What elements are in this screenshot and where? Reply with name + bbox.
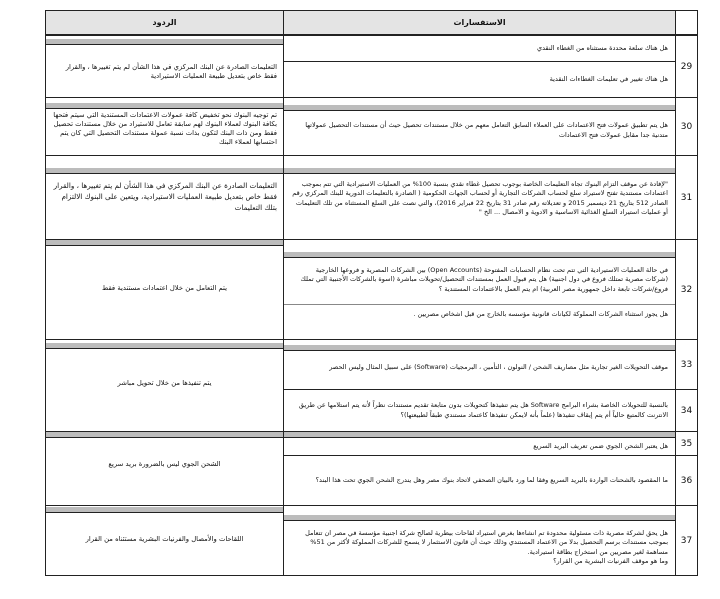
row-number: 35 — [676, 432, 698, 456]
question-cell — [284, 156, 676, 240]
table-row — [46, 506, 698, 576]
question-text: في حالة العمليات الاستيرادية التي تتم تحت نظام الحسابات المفتوحة (Open Accounts) بين الشركات المصرية و فروعها الخارجية (شركات مصرية تمتلك فروع في دول اجنبية) هل يتم قبول العمل بمستندات التحصيل/تحويلات مباشرة (اسوة بالشركات الأجنبية التي تملك فروع/شركات تابعة داخل جمهورية مصر العربية) ام يتم العمل بالاعتمادات المستندية ؟ — [300, 266, 668, 293]
answer-cell — [46, 36, 284, 98]
answer-text: اللقاحات والأمصال والفرنيات البشرية مستثناه من القرار — [85, 535, 244, 543]
row-number: 29 — [676, 36, 698, 98]
row-number: 37 — [676, 506, 698, 576]
question-cell — [284, 506, 676, 576]
question-text: "لإفادة عن موقف التزام البنوك تجاه التعليمات الخاصة بوجوب تحصيل غطاء نقدي بنسبة 100% من العمليات الاستيرادية التي تتم بموجب اعتمادات مستندية تفتح لاستيراد سلع لحساب الشركات التجارية أو لحساب الجهات الحكومية ( الصادرة بالتعليمات الدورية للبنك المركزي رقم الصادر 512 بتاريخ 21 ديسمبر 2015 و تعديلاته رقم صادر 31 بتاريخ 22 فبراير 2016)، والتي نصت على السلع المستثناه من تلك التعليمات أو عمليات استيراد السلع الغذائية الاساسية و الادوية و الامصال ... الخ " — [292, 180, 668, 216]
question-text: هل يتم تطبيق عمولات فتح الاعتمادات على العملاء السابق التعامل معهم من خلال مستندات تحصيل حيث أن مستندات التحصيل عمولاتها متدنية جدا مقابل عمولات فتح الاعتمادات — [305, 121, 668, 139]
answer-text: التعليمات الصادرة عن البنك المركزي في هذا الشأن لم يتم تغييرها ، والقرار فقط خاص بتعديل طبيعة العمليات الاستيرادية، ويتعين على البنوك الالتزام بتلك التعليمات — [53, 181, 277, 212]
question-text: وما هو موقف الفرنيات البشرية من القرار؟ — [553, 556, 668, 565]
number-column-header — [676, 11, 698, 35]
question-cell — [284, 340, 676, 390]
table-header-row — [46, 11, 698, 35]
answer-cell — [46, 340, 284, 432]
answers-column-header: الردود — [46, 11, 284, 35]
table-row — [46, 156, 698, 240]
question-text: هل يحق لشركة مصرية ذات مسئولية محدودة تم انشاءها بغرض استيراد لقاحات بيطرية لصالح شركة اجنبية مؤسسة في مصر ان تتعامل بموجب مستندات برسم التحصيل بدلا من الاعتماد المستندي وذلك حيث أن قانون الاستثمار لا يسمح للشركات المملوكة لأكثر من 51% مساهمة لغير مصريين من استخراج بطاقة استيرادية. — [305, 529, 668, 556]
question-text: بالنسبة للتحويلات الخاصة بشراء البرامج Software هل يتم تنفيذها كتحويلات بدون متابعة تقديم مستندات نظراً لأنه يتم استلامها عن طريق الانترنت كالمتبع حالياً أم يتم إيقاف تنفيذها (علماً بأنه لايمكن تنفيذها كاعتماد مستندي طبقاً لطبيعتها)؟ — [298, 401, 668, 419]
question-text: ما المقصود بالشحنات الواردة بالبريد السريع وفقا لما ورد بالبيان الصحفي لاتحاد بنوك مصر وهل يندرج الشحن الجوي تحت هذا البند؟ — [315, 475, 668, 484]
answer-text: الشحن الجوي ليس بالضرورة بريد سريع — [108, 460, 221, 468]
table-row — [46, 432, 698, 456]
question-cell — [284, 62, 676, 98]
inquiries-table — [45, 10, 698, 576]
question-text: هل يجوز استثناء الشركات المملوكة لكيانات قانونية مؤسسه بالخارج من قبل اشخاص مصريين . — [284, 304, 675, 319]
question-text: هل هناك سلعة محددة مستثناه من الغطاء النقدي — [537, 43, 668, 52]
question-text: هل هناك تغيير في تعليمات الغطاءات النقدية — [549, 74, 668, 83]
row-number: 34 — [676, 390, 698, 432]
answer-cell — [46, 432, 284, 506]
questions-column-header: الاستفسارات — [284, 11, 676, 35]
answer-text: يتم تنفيذها من خلال تحويل مباشر — [117, 379, 212, 387]
row-number: 36 — [676, 456, 698, 506]
answer-cell — [46, 156, 284, 240]
row-number: 30 — [676, 98, 698, 156]
question-cell — [284, 98, 676, 156]
question-cell — [284, 240, 676, 340]
inquiries-table-sheet — [45, 10, 697, 576]
answer-text: تم توجيه البنوك نحو تخفيض كافة عمولات الاعتمادات المستندية التي سيتم فتحها بكافة البنوك لعملاء البنوك لهم سابقة تعامل للاستيراد من خلال مستندات تحصيل فقط ومن ذات البنك لتكون بذات نسبة عمولة مستندات التحصيل التي كان يتم احتسابها لعملاء البنك — [53, 111, 277, 146]
table-row — [46, 340, 698, 390]
table-row — [46, 98, 698, 156]
row-number: 32 — [676, 240, 698, 340]
question-cell — [284, 456, 676, 506]
question-cell — [284, 390, 676, 432]
table-row — [46, 36, 698, 62]
question-cell — [284, 36, 676, 62]
answer-text: يتم التعامل من خلال اعتمادات مستندية فقط — [102, 284, 227, 292]
table-row — [46, 240, 698, 340]
answer-cell — [46, 98, 284, 156]
row-number: 33 — [676, 340, 698, 390]
answer-text: التعليمات الصادرة عن البنك المركزي في هذا الشأن لم يتم تغييرها ، والقرار فقط خاص بتعديل طبيعة العمليات الاستيرادية — [65, 62, 277, 80]
row-number: 31 — [676, 156, 698, 240]
question-text: هل يعتبر الشحن الجوي ضمن تعريف البريد السريع — [533, 442, 668, 451]
answer-cell — [46, 506, 284, 576]
question-cell — [284, 432, 676, 456]
question-text: موقف التحويلات الغير تجارية مثل مصاريف الشحن / النولون ، التأمين ، البرمجيات (Software) على سبيل المثال وليس الحصر — [329, 362, 668, 371]
answer-cell — [46, 240, 284, 340]
